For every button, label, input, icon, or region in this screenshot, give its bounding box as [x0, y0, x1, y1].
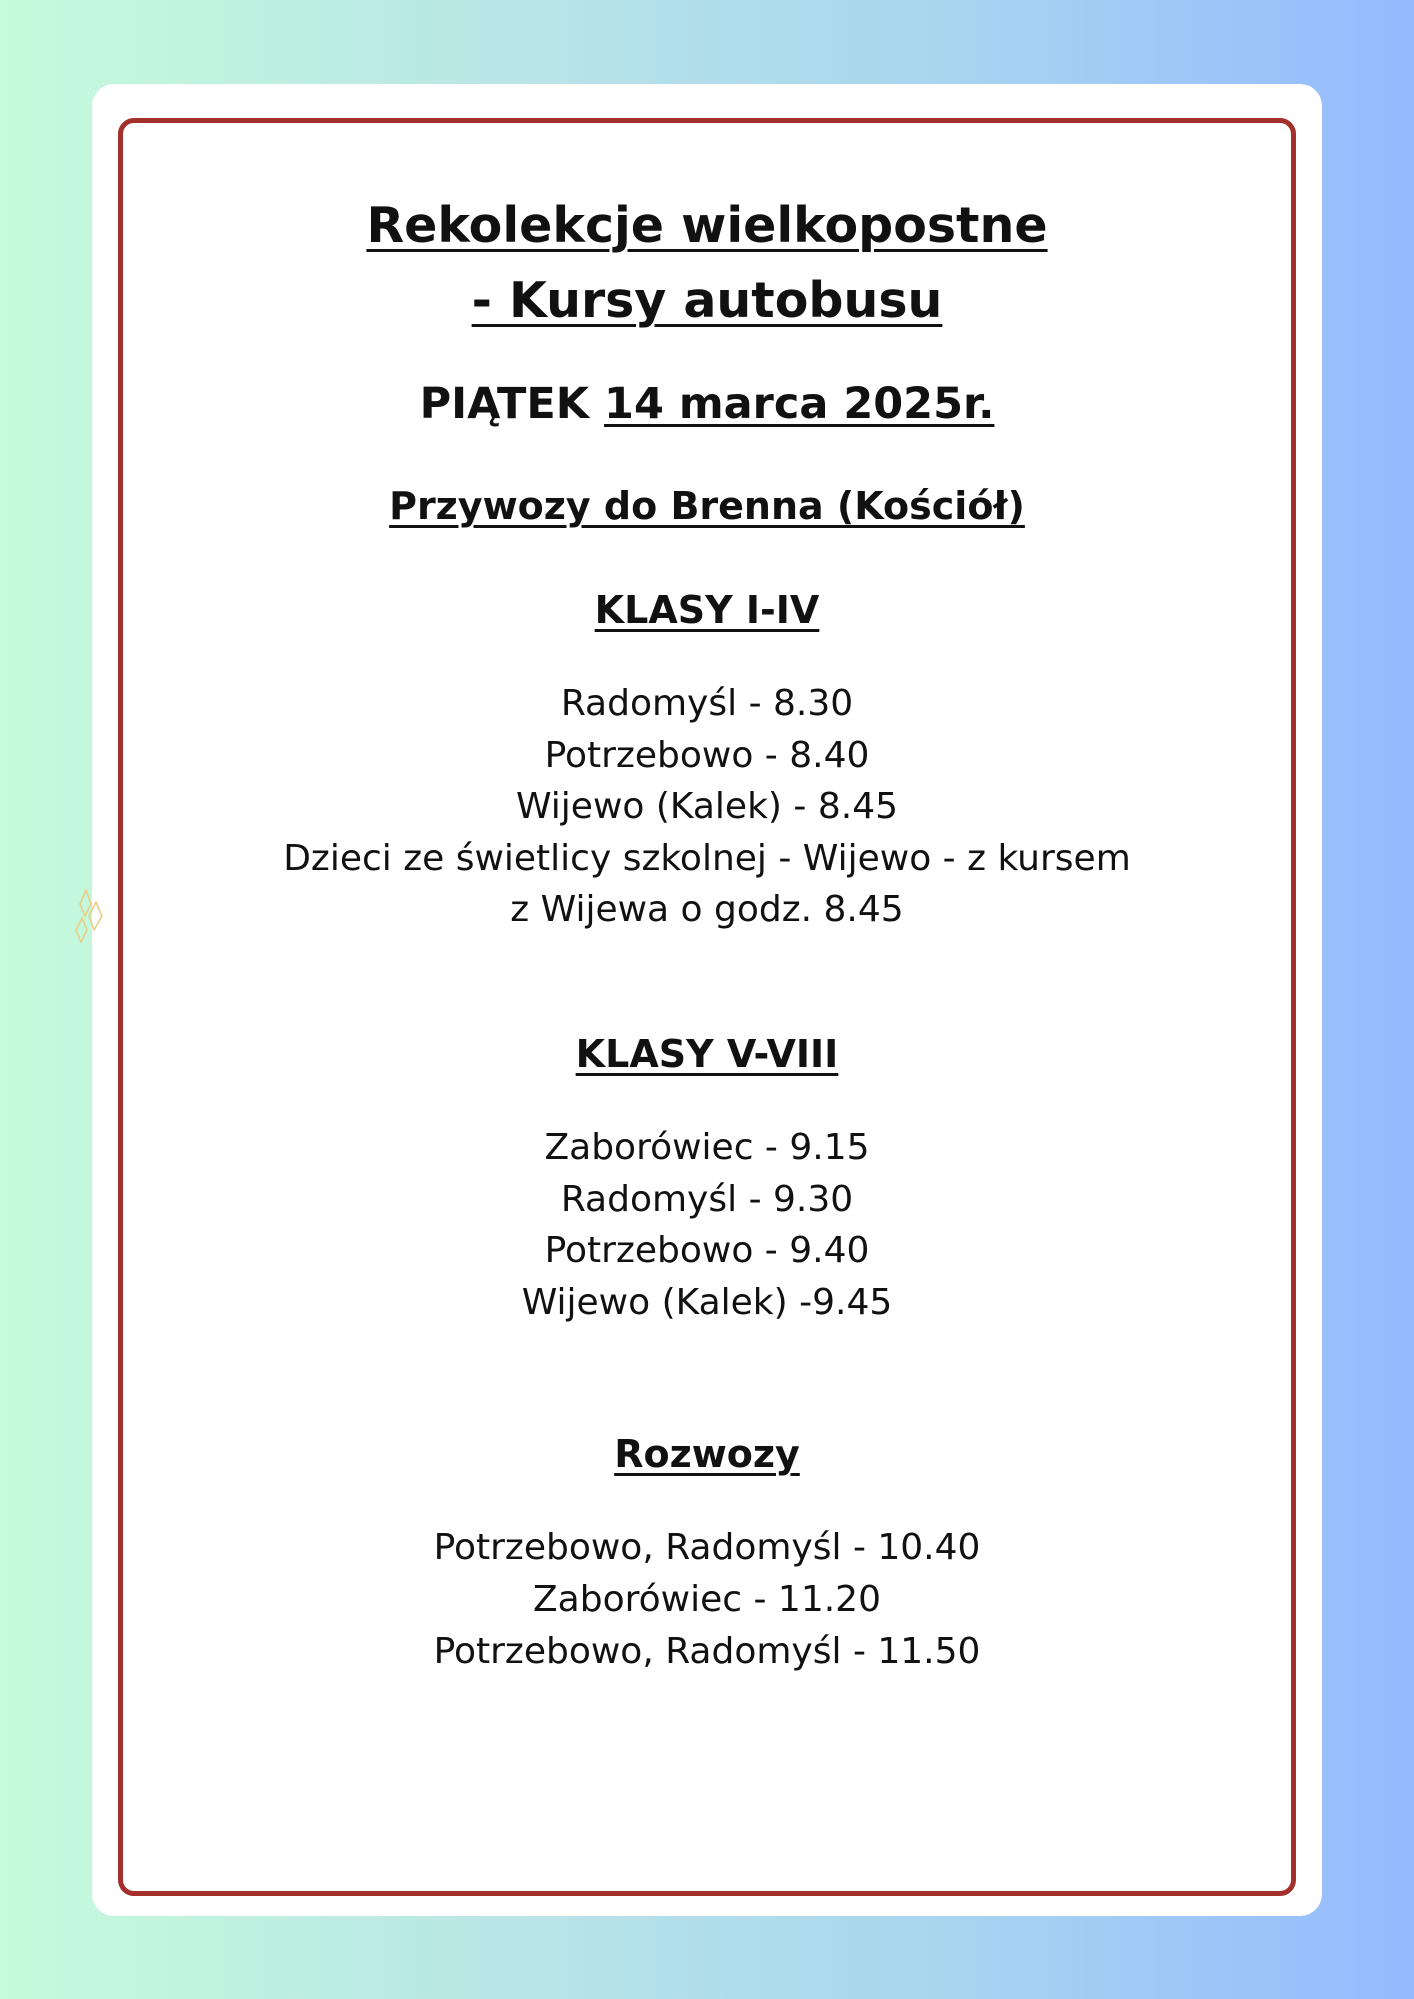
schedule-line: z Wijewa o godz. 8.45: [510, 889, 904, 931]
schedule-line: Zaborówiec - 9.15: [544, 1126, 870, 1168]
schedule-line: Potrzebowo - 9.40: [544, 1230, 870, 1272]
poster-content: [118, 118, 1296, 1677]
schedule-list: [118, 678, 1296, 936]
schedule-line: Potrzebowo, Radomyśl - 11.50: [433, 1630, 981, 1672]
date-label: 14 marca 2025r.: [604, 379, 995, 429]
schedule-line: Wijewo (Kalek) - 8.45: [515, 786, 899, 828]
group-heading: KLASY V-VIII: [575, 1031, 839, 1076]
group-klasy-i-iv: [118, 584, 1296, 936]
schedule-line: Potrzebowo - 8.40: [544, 734, 870, 776]
schedule-line: Radomyśl - 9.30: [560, 1178, 854, 1220]
schedule-line: Potrzebowo, Radomyśl - 10.40: [433, 1527, 981, 1569]
title-line-1: Rekolekcje wielkopostne: [366, 197, 1048, 254]
sparkle-ornament-icon: [72, 888, 108, 944]
schedule-line: Dzieci ze świetlicy szkolnej - Wijewo - z kursem: [283, 837, 1131, 879]
destination-heading: Przywozy do Brenna (Kościół): [389, 484, 1025, 528]
return-section: [118, 1428, 1296, 1677]
date-line: [118, 374, 1296, 434]
day-label: PIĄTEK: [419, 379, 590, 429]
schedule-line: Zaborówiec - 11.20: [533, 1578, 881, 1620]
group-heading: KLASY I-IV: [594, 588, 820, 632]
schedule-list: [118, 1122, 1296, 1328]
schedule-line: Wijewo (Kalek) -9.45: [521, 1281, 893, 1323]
group-klasy-v-viii: [118, 1028, 1296, 1328]
schedule-line: Radomyśl - 8.30: [560, 683, 854, 724]
schedule-list: [118, 1522, 1296, 1677]
title-line-2: - Kursy autobusu: [471, 272, 943, 329]
page-title: [118, 188, 1296, 338]
return-heading: Rozwozy: [614, 1432, 800, 1477]
